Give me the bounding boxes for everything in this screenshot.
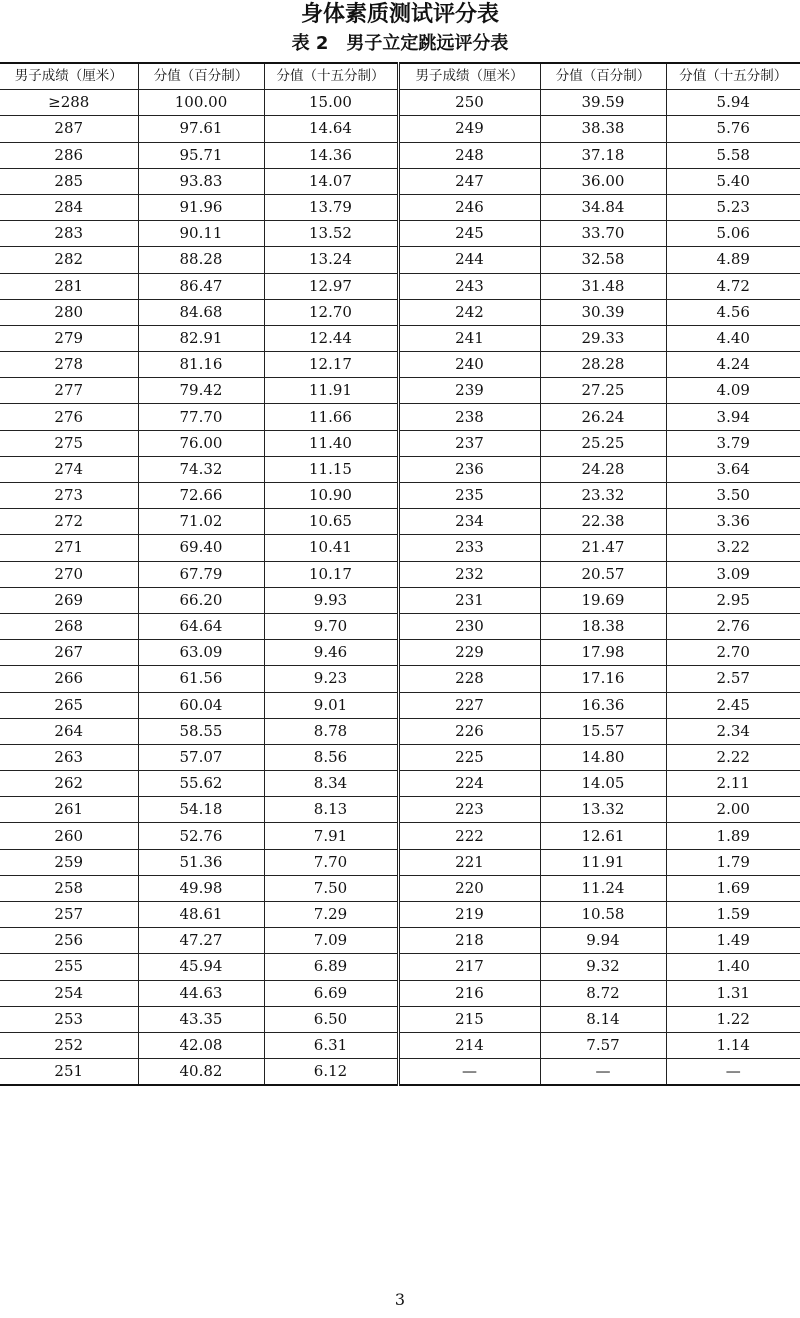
page-number: 3 bbox=[394, 1290, 406, 1309]
cell-score-cm: 253 bbox=[0, 1006, 138, 1032]
cell-points-100: 90.11 bbox=[138, 221, 264, 247]
cell-score-cm: 284 bbox=[0, 194, 138, 220]
cell-points-100: 11.91 bbox=[540, 849, 666, 875]
cell-points-100: 17.16 bbox=[540, 666, 666, 692]
cell-points-100: 38.38 bbox=[540, 116, 666, 142]
cell-points-15: 11.66 bbox=[264, 404, 398, 430]
cell-points-100: 26.24 bbox=[540, 404, 666, 430]
cell-points-15: 13.79 bbox=[264, 194, 398, 220]
cell-points-15: 13.24 bbox=[264, 247, 398, 273]
cell-points-15: 4.09 bbox=[666, 378, 800, 404]
cell-points-15: 5.76 bbox=[666, 116, 800, 142]
cell-score-cm: 250 bbox=[398, 90, 540, 116]
cell-score-cm: 236 bbox=[398, 456, 540, 482]
cell-points-100: 19.69 bbox=[540, 587, 666, 613]
cell-points-100: 52.76 bbox=[138, 823, 264, 849]
cell-score-cm: 244 bbox=[398, 247, 540, 273]
cell-points-15: 1.49 bbox=[666, 928, 800, 954]
cell-score-cm: 222 bbox=[398, 823, 540, 849]
cell-score-cm: 266 bbox=[0, 666, 138, 692]
cell-score-cm: 287 bbox=[0, 116, 138, 142]
header-score-cm-right: 男子成绩（厘米） bbox=[398, 63, 540, 90]
cell-points-15: 4.40 bbox=[666, 325, 800, 351]
table-row bbox=[0, 116, 800, 142]
cell-points-100: 79.42 bbox=[138, 378, 264, 404]
cell-points-100: 93.83 bbox=[138, 168, 264, 194]
cell-points-15: 4.89 bbox=[666, 247, 800, 273]
cell-points-100: 48.61 bbox=[138, 902, 264, 928]
cell-points-15: 8.13 bbox=[264, 797, 398, 823]
cell-score-cm: 227 bbox=[398, 692, 540, 718]
document-title: 身体素质测试评分表 bbox=[300, 2, 499, 27]
cell-points-15: 12.17 bbox=[264, 352, 398, 378]
cell-score-cm: 283 bbox=[0, 221, 138, 247]
cell-score-cm: 258 bbox=[0, 875, 138, 901]
cell-points-100: 14.80 bbox=[540, 744, 666, 770]
cell-points-15: 2.00 bbox=[666, 797, 800, 823]
cell-points-15: 8.78 bbox=[264, 718, 398, 744]
cell-points-15: 14.07 bbox=[264, 168, 398, 194]
cell-score-cm: 239 bbox=[398, 378, 540, 404]
cell-points-15: 9.23 bbox=[264, 666, 398, 692]
cell-score-cm: 279 bbox=[0, 325, 138, 351]
cell-points-100: 15.57 bbox=[540, 718, 666, 744]
cell-points-100: 60.04 bbox=[138, 692, 264, 718]
cell-points-100: 25.25 bbox=[540, 430, 666, 456]
cell-score-cm: 221 bbox=[398, 849, 540, 875]
cell-points-15: 1.40 bbox=[666, 954, 800, 980]
cell-points-15: 1.69 bbox=[666, 875, 800, 901]
cell-points-100: 29.33 bbox=[540, 325, 666, 351]
cell-points-100: 13.32 bbox=[540, 797, 666, 823]
cell-points-100: 30.39 bbox=[540, 299, 666, 325]
cell-score-cm: 245 bbox=[398, 221, 540, 247]
cell-points-15: 9.93 bbox=[264, 587, 398, 613]
cell-points-100: 11.24 bbox=[540, 875, 666, 901]
cell-points-15: 1.31 bbox=[666, 980, 800, 1006]
cell-points-15: 7.70 bbox=[264, 849, 398, 875]
cell-points-100: 54.18 bbox=[138, 797, 264, 823]
cell-points-100: 18.38 bbox=[540, 613, 666, 639]
table-row bbox=[0, 692, 800, 718]
cell-points-100: 9.32 bbox=[540, 954, 666, 980]
cell-points-100: — bbox=[540, 1059, 666, 1086]
table-row bbox=[0, 771, 800, 797]
table-row bbox=[0, 221, 800, 247]
cell-points-15: 13.52 bbox=[264, 221, 398, 247]
cell-points-100: 32.58 bbox=[540, 247, 666, 273]
cell-points-15: 2.57 bbox=[666, 666, 800, 692]
cell-score-cm: 228 bbox=[398, 666, 540, 692]
table-row bbox=[0, 325, 800, 351]
table-row bbox=[0, 404, 800, 430]
cell-score-cm: 234 bbox=[398, 509, 540, 535]
cell-points-15: 8.56 bbox=[264, 744, 398, 770]
cell-score-cm: 265 bbox=[0, 692, 138, 718]
table-row bbox=[0, 587, 800, 613]
cell-points-15: 10.41 bbox=[264, 535, 398, 561]
cell-score-cm: 270 bbox=[0, 561, 138, 587]
cell-points-15: 10.90 bbox=[264, 483, 398, 509]
cell-points-100: 33.70 bbox=[540, 221, 666, 247]
cell-score-cm: 281 bbox=[0, 273, 138, 299]
cell-points-15: 1.59 bbox=[666, 902, 800, 928]
cell-score-cm: 260 bbox=[0, 823, 138, 849]
cell-points-100: 86.47 bbox=[138, 273, 264, 299]
cell-points-15: 10.65 bbox=[264, 509, 398, 535]
cell-score-cm: 235 bbox=[398, 483, 540, 509]
table-row bbox=[0, 273, 800, 299]
cell-points-100: 55.62 bbox=[138, 771, 264, 797]
cell-points-100: 43.35 bbox=[138, 1006, 264, 1032]
cell-score-cm: 252 bbox=[0, 1032, 138, 1058]
cell-score-cm: 277 bbox=[0, 378, 138, 404]
table-row bbox=[0, 561, 800, 587]
cell-score-cm: 272 bbox=[0, 509, 138, 535]
cell-points-15: 11.40 bbox=[264, 430, 398, 456]
table-row bbox=[0, 194, 800, 220]
cell-score-cm: 220 bbox=[398, 875, 540, 901]
table-row bbox=[0, 247, 800, 273]
cell-points-100: 36.00 bbox=[540, 168, 666, 194]
table-header-row bbox=[0, 63, 800, 90]
cell-points-100: 9.94 bbox=[540, 928, 666, 954]
table-row bbox=[0, 142, 800, 168]
cell-points-100: 63.09 bbox=[138, 640, 264, 666]
cell-score-cm: 243 bbox=[398, 273, 540, 299]
table-row bbox=[0, 90, 800, 116]
cell-points-100: 16.36 bbox=[540, 692, 666, 718]
table-row bbox=[0, 928, 800, 954]
cell-points-100: 82.91 bbox=[138, 325, 264, 351]
cell-points-15: 5.23 bbox=[666, 194, 800, 220]
cell-score-cm: 242 bbox=[398, 299, 540, 325]
cell-points-15: 2.95 bbox=[666, 587, 800, 613]
cell-score-cm: 255 bbox=[0, 954, 138, 980]
cell-points-15: 2.22 bbox=[666, 744, 800, 770]
cell-score-cm: 276 bbox=[0, 404, 138, 430]
header-points-100-right: 分值（百分制） bbox=[540, 63, 666, 90]
table-row bbox=[0, 980, 800, 1006]
cell-points-15: 3.94 bbox=[666, 404, 800, 430]
header-points-100-left: 分值（百分制） bbox=[138, 63, 264, 90]
cell-points-15: 3.09 bbox=[666, 561, 800, 587]
cell-points-100: 14.05 bbox=[540, 771, 666, 797]
cell-points-100: 27.25 bbox=[540, 378, 666, 404]
cell-score-cm: 229 bbox=[398, 640, 540, 666]
cell-points-15: 6.31 bbox=[264, 1032, 398, 1058]
cell-points-15: 4.24 bbox=[666, 352, 800, 378]
cell-score-cm: 216 bbox=[398, 980, 540, 1006]
cell-points-100: 10.58 bbox=[540, 902, 666, 928]
cell-points-100: 8.72 bbox=[540, 980, 666, 1006]
cell-points-100: 74.32 bbox=[138, 456, 264, 482]
cell-points-15: 4.72 bbox=[666, 273, 800, 299]
cell-points-15: 14.36 bbox=[264, 142, 398, 168]
cell-points-15: 12.44 bbox=[264, 325, 398, 351]
cell-points-100: 69.40 bbox=[138, 535, 264, 561]
table-row bbox=[0, 535, 800, 561]
cell-points-15: 3.36 bbox=[666, 509, 800, 535]
cell-points-15: 8.34 bbox=[264, 771, 398, 797]
cell-points-15: 2.45 bbox=[666, 692, 800, 718]
cell-points-100: 23.32 bbox=[540, 483, 666, 509]
cell-score-cm: 215 bbox=[398, 1006, 540, 1032]
table-row bbox=[0, 378, 800, 404]
cell-points-15: 5.94 bbox=[666, 90, 800, 116]
cell-points-15: 12.97 bbox=[264, 273, 398, 299]
cell-points-100: 7.57 bbox=[540, 1032, 666, 1058]
cell-score-cm: 232 bbox=[398, 561, 540, 587]
cell-points-100: 45.94 bbox=[138, 954, 264, 980]
cell-points-15: 9.46 bbox=[264, 640, 398, 666]
cell-score-cm: 264 bbox=[0, 718, 138, 744]
cell-score-cm: 273 bbox=[0, 483, 138, 509]
cell-points-15: 4.56 bbox=[666, 299, 800, 325]
cell-score-cm: 278 bbox=[0, 352, 138, 378]
cell-points-15: 3.79 bbox=[666, 430, 800, 456]
cell-score-cm: 268 bbox=[0, 613, 138, 639]
table-row bbox=[0, 1032, 800, 1058]
header-score-cm-left: 男子成绩（厘米） bbox=[0, 63, 138, 90]
cell-points-100: 57.07 bbox=[138, 744, 264, 770]
cell-points-100: 91.96 bbox=[138, 194, 264, 220]
cell-score-cm: 262 bbox=[0, 771, 138, 797]
table-row bbox=[0, 1059, 800, 1086]
cell-points-15: 9.01 bbox=[264, 692, 398, 718]
cell-score-cm: 246 bbox=[398, 194, 540, 220]
cell-score-cm: 280 bbox=[0, 299, 138, 325]
cell-score-cm: 254 bbox=[0, 980, 138, 1006]
header-points-15-right: 分值（十五分制） bbox=[666, 63, 800, 90]
cell-points-100: 28.28 bbox=[540, 352, 666, 378]
cell-score-cm: 259 bbox=[0, 849, 138, 875]
cell-points-100: 12.61 bbox=[540, 823, 666, 849]
cell-points-15: 6.50 bbox=[264, 1006, 398, 1032]
table-row bbox=[0, 666, 800, 692]
cell-points-15: 1.89 bbox=[666, 823, 800, 849]
cell-points-100: 47.27 bbox=[138, 928, 264, 954]
cell-points-100: 61.56 bbox=[138, 666, 264, 692]
cell-score-cm: 219 bbox=[398, 902, 540, 928]
cell-points-100: 44.63 bbox=[138, 980, 264, 1006]
cell-score-cm: 247 bbox=[398, 168, 540, 194]
table-row bbox=[0, 456, 800, 482]
cell-score-cm: 263 bbox=[0, 744, 138, 770]
table-row bbox=[0, 902, 800, 928]
table-row bbox=[0, 352, 800, 378]
table-row bbox=[0, 640, 800, 666]
cell-points-100: 95.71 bbox=[138, 142, 264, 168]
cell-score-cm: 226 bbox=[398, 718, 540, 744]
cell-points-15: 14.64 bbox=[264, 116, 398, 142]
cell-score-cm: 267 bbox=[0, 640, 138, 666]
cell-points-15: 1.22 bbox=[666, 1006, 800, 1032]
cell-score-cm: 257 bbox=[0, 902, 138, 928]
cell-points-15: 11.15 bbox=[264, 456, 398, 482]
table-row bbox=[0, 430, 800, 456]
cell-points-100: 17.98 bbox=[540, 640, 666, 666]
cell-score-cm: 271 bbox=[0, 535, 138, 561]
cell-score-cm: 251 bbox=[0, 1059, 138, 1086]
cell-score-cm: 286 bbox=[0, 142, 138, 168]
cell-points-100: 88.28 bbox=[138, 247, 264, 273]
cell-score-cm: 214 bbox=[398, 1032, 540, 1058]
cell-points-15: 6.89 bbox=[264, 954, 398, 980]
cell-points-100: 71.02 bbox=[138, 509, 264, 535]
cell-score-cm: 249 bbox=[398, 116, 540, 142]
table-row bbox=[0, 849, 800, 875]
cell-points-100: 49.98 bbox=[138, 875, 264, 901]
table-row bbox=[0, 483, 800, 509]
cell-score-cm: — bbox=[398, 1059, 540, 1086]
cell-points-15: 15.00 bbox=[264, 90, 398, 116]
table-row bbox=[0, 954, 800, 980]
cell-score-cm: 233 bbox=[398, 535, 540, 561]
cell-score-cm: 240 bbox=[398, 352, 540, 378]
cell-score-cm: 224 bbox=[398, 771, 540, 797]
cell-points-100: 51.36 bbox=[138, 849, 264, 875]
cell-points-15: 5.06 bbox=[666, 221, 800, 247]
cell-score-cm: 217 bbox=[398, 954, 540, 980]
cell-points-15: 3.64 bbox=[666, 456, 800, 482]
cell-points-15: 1.79 bbox=[666, 849, 800, 875]
cell-score-cm: 269 bbox=[0, 587, 138, 613]
cell-points-15: 9.70 bbox=[264, 613, 398, 639]
cell-points-100: 64.64 bbox=[138, 613, 264, 639]
cell-points-15: 7.29 bbox=[264, 902, 398, 928]
cell-score-cm: 241 bbox=[398, 325, 540, 351]
cell-points-100: 58.55 bbox=[138, 718, 264, 744]
header-points-15-left: 分值（十五分制） bbox=[264, 63, 398, 90]
cell-points-15: 3.22 bbox=[666, 535, 800, 561]
cell-points-15: 6.12 bbox=[264, 1059, 398, 1086]
cell-score-cm: 231 bbox=[398, 587, 540, 613]
cell-points-100: 20.57 bbox=[540, 561, 666, 587]
cell-score-cm: 238 bbox=[398, 404, 540, 430]
cell-points-100: 34.84 bbox=[540, 194, 666, 220]
cell-points-100: 8.14 bbox=[540, 1006, 666, 1032]
cell-points-100: 97.61 bbox=[138, 116, 264, 142]
table-body bbox=[0, 90, 800, 1086]
cell-score-cm: ≥288 bbox=[0, 90, 138, 116]
table-row bbox=[0, 797, 800, 823]
cell-points-100: 84.68 bbox=[138, 299, 264, 325]
cell-score-cm: 274 bbox=[0, 456, 138, 482]
cell-points-100: 100.00 bbox=[138, 90, 264, 116]
cell-points-100: 21.47 bbox=[540, 535, 666, 561]
table-row bbox=[0, 1006, 800, 1032]
cell-points-15: 2.76 bbox=[666, 613, 800, 639]
table-row bbox=[0, 299, 800, 325]
cell-score-cm: 230 bbox=[398, 613, 540, 639]
table-row bbox=[0, 613, 800, 639]
cell-score-cm: 218 bbox=[398, 928, 540, 954]
cell-points-15: 10.17 bbox=[264, 561, 398, 587]
cell-points-100: 24.28 bbox=[540, 456, 666, 482]
cell-points-15: 2.11 bbox=[666, 771, 800, 797]
table-row bbox=[0, 875, 800, 901]
cell-points-15: 3.50 bbox=[666, 483, 800, 509]
cell-points-100: 77.70 bbox=[138, 404, 264, 430]
cell-points-100: 72.66 bbox=[138, 483, 264, 509]
cell-points-100: 39.59 bbox=[540, 90, 666, 116]
table-row bbox=[0, 509, 800, 535]
cell-points-15: 2.34 bbox=[666, 718, 800, 744]
cell-score-cm: 256 bbox=[0, 928, 138, 954]
cell-score-cm: 282 bbox=[0, 247, 138, 273]
cell-points-100: 37.18 bbox=[540, 142, 666, 168]
cell-score-cm: 275 bbox=[0, 430, 138, 456]
score-table bbox=[0, 62, 800, 1086]
cell-points-15: 7.09 bbox=[264, 928, 398, 954]
cell-points-15: 7.50 bbox=[264, 875, 398, 901]
table-row bbox=[0, 744, 800, 770]
cell-points-15: 7.91 bbox=[264, 823, 398, 849]
table-row bbox=[0, 718, 800, 744]
cell-points-100: 31.48 bbox=[540, 273, 666, 299]
cell-score-cm: 261 bbox=[0, 797, 138, 823]
cell-points-15: — bbox=[666, 1059, 800, 1086]
table-row bbox=[0, 823, 800, 849]
cell-points-100: 22.38 bbox=[540, 509, 666, 535]
cell-points-15: 11.91 bbox=[264, 378, 398, 404]
cell-points-15: 12.70 bbox=[264, 299, 398, 325]
cell-points-15: 1.14 bbox=[666, 1032, 800, 1058]
cell-score-cm: 248 bbox=[398, 142, 540, 168]
cell-points-100: 76.00 bbox=[138, 430, 264, 456]
cell-score-cm: 223 bbox=[398, 797, 540, 823]
cell-points-15: 6.69 bbox=[264, 980, 398, 1006]
table-caption: 表 2 男子立定跳远评分表 bbox=[291, 33, 509, 54]
cell-points-100: 81.16 bbox=[138, 352, 264, 378]
cell-score-cm: 285 bbox=[0, 168, 138, 194]
cell-points-15: 2.70 bbox=[666, 640, 800, 666]
table-row bbox=[0, 168, 800, 194]
cell-score-cm: 225 bbox=[398, 744, 540, 770]
cell-points-15: 5.58 bbox=[666, 142, 800, 168]
cell-points-100: 42.08 bbox=[138, 1032, 264, 1058]
cell-points-100: 66.20 bbox=[138, 587, 264, 613]
cell-score-cm: 237 bbox=[398, 430, 540, 456]
cell-points-100: 40.82 bbox=[138, 1059, 264, 1086]
cell-points-100: 67.79 bbox=[138, 561, 264, 587]
cell-points-15: 5.40 bbox=[666, 168, 800, 194]
